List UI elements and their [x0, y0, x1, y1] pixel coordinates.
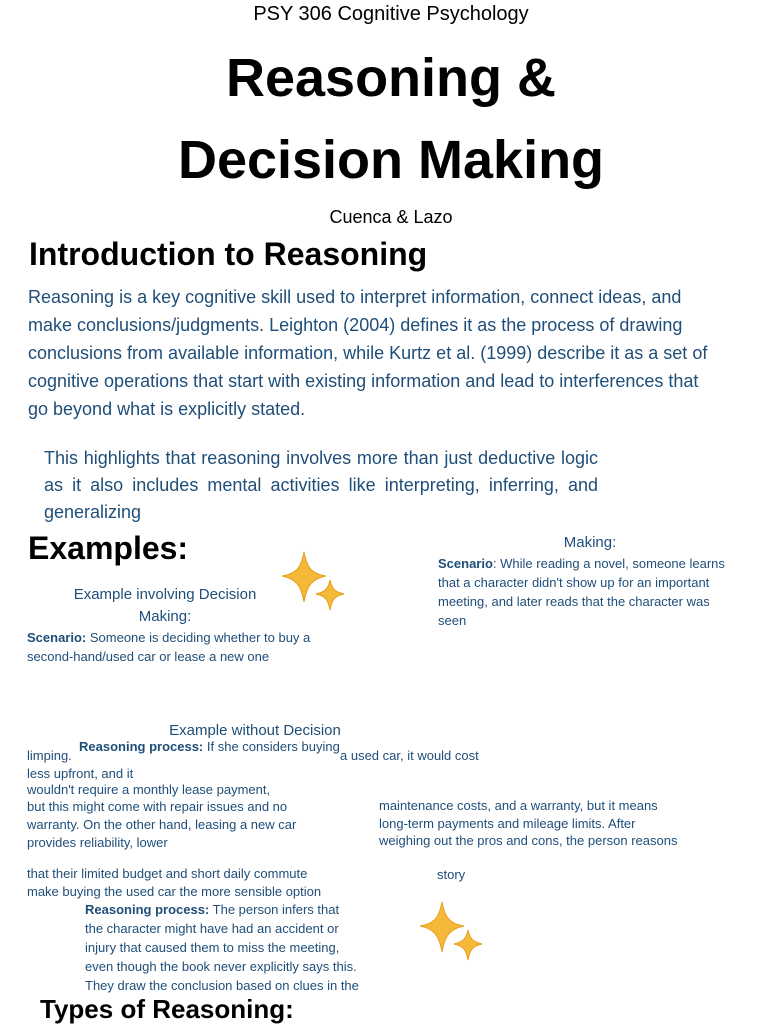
- text-fragment: story: [437, 867, 466, 882]
- types-heading: Types of Reasoning:: [40, 994, 294, 1024]
- text-fragment: the character might have had an accident or: [85, 921, 339, 936]
- scenario-label: Scenario:: [27, 630, 87, 645]
- example1-label: Example involving Decision Making:: [73, 586, 257, 625]
- text-fragment: that their limited budget and short daily commute: [27, 866, 308, 881]
- example1-scenario: [27, 628, 347, 666]
- text-fragment: weighing out the pros and cons, the person reasons: [379, 833, 678, 848]
- reasoning-process-1: [79, 737, 340, 756]
- text-fragment: provides reliability, lower: [27, 835, 168, 850]
- example2-scenario: [438, 554, 728, 630]
- text-fragment: They draw the conclusion based on clues in the: [85, 978, 359, 993]
- reasoning-process-text: If she considers buying: [203, 739, 340, 754]
- text-fragment: warranty. On the other hand, leasing a new car: [27, 817, 297, 832]
- text-fragment: wouldn't require a monthly lease payment,: [27, 782, 271, 797]
- scenario-label: Scenario: [438, 556, 493, 571]
- text-fragment: but this might come with repair issues and no: [27, 799, 288, 814]
- scenario-text: : While reading a novel, someone learns that a character didn't show up for an important meeting, and later reads that the character was seen: [438, 556, 725, 628]
- course-code: PSY 306 Cognitive Psychology: [253, 3, 529, 25]
- text-fragment: long-term payments and mileage limits. After: [379, 816, 636, 831]
- sparkle-icon: [420, 898, 486, 968]
- text-fragment: even though the book never explicitly says this.: [85, 959, 357, 974]
- intro-highlight: This highlights that reasoning involves more than just deductive logic as it also includes mental activities like interpreting, inferring, and generalizing: [44, 448, 598, 522]
- authors: Cuenca & Lazo: [329, 207, 453, 227]
- text-fragment: maintenance costs, and a warranty, but it means: [379, 798, 658, 813]
- text-fragment: make buying the used car the more sensible option: [27, 884, 322, 899]
- reasoning-process-label: Reasoning process:: [85, 902, 210, 917]
- scenario-text: Someone is deciding whether to buy a second-hand/used car or lease a new one: [27, 630, 311, 664]
- example3-label: Example without Decision: [169, 722, 341, 739]
- intro-paragraph: Reasoning is a key cognitive skill used to interpret information, connect ideas, and make conclusions/judgments. Leighton (2004) defines it as the process of drawing conclusions from available information, while Kurtz et al. (1999) describe it as a set of cognitive operations that start with existing information and lead to interferences that go beyond what is explicitly stated.: [28, 287, 708, 419]
- examples-heading: Examples:: [28, 530, 189, 566]
- page-title-line2: Decision Making: [177, 130, 605, 190]
- text-fragment: limping.: [27, 748, 72, 763]
- example2-label: Making:: [563, 534, 617, 551]
- text-fragment: less upfront, and it: [27, 766, 134, 781]
- text-fragment: injury that caused them to miss the meeting,: [85, 940, 340, 955]
- reasoning-process-2: [85, 900, 339, 919]
- intro-heading: Introduction to Reasoning: [29, 236, 428, 272]
- sparkle-icon: [282, 548, 348, 618]
- reasoning-process-label: Reasoning process:: [79, 739, 204, 754]
- reasoning-process-text: The person infers that: [209, 902, 340, 917]
- page-title-line1: Reasoning &: [225, 48, 557, 108]
- text-fragment: a used car, it would cost: [340, 748, 479, 763]
